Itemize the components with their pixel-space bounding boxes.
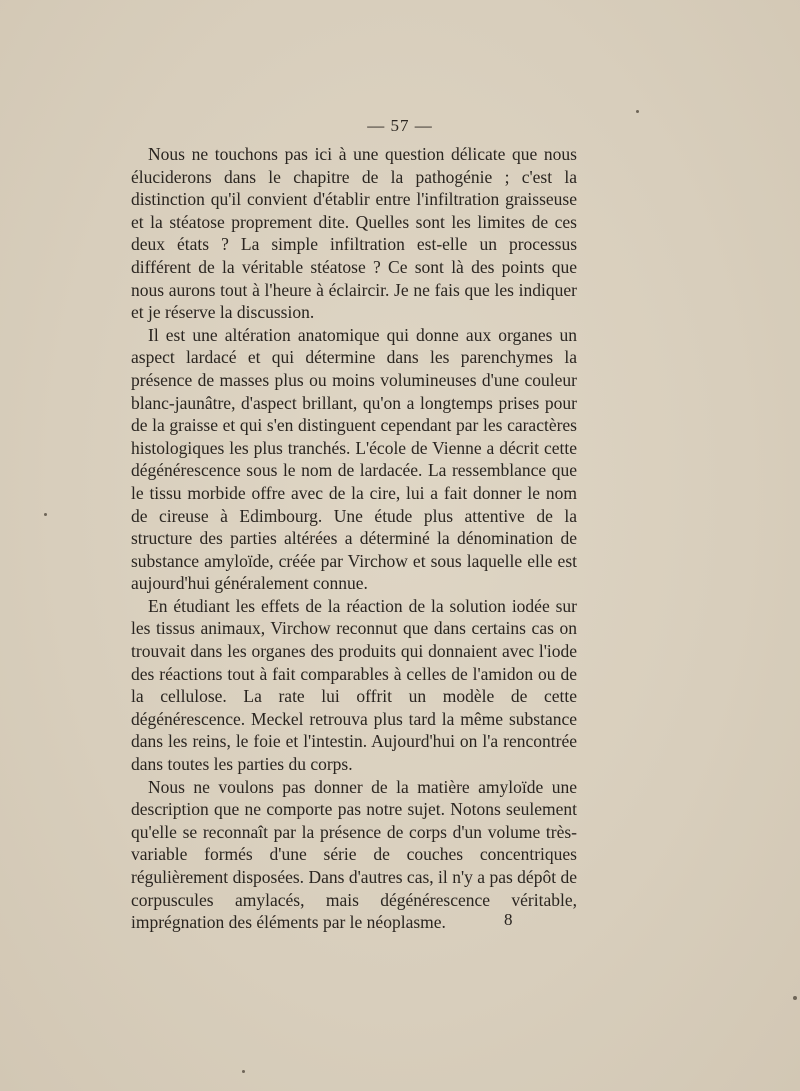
paragraph-2: Il est une altération anatomique qui donne aux organes un aspect lardacé et qui détermine dans les parenchymes la présence de masses plus ou moins volumineuses d'une couleur blanc-jaunâtre, d'aspect brillant, qu'on a longtemps prises pour de la graisse et qui s'en distinguent cependant par les caractères histologiques les plus tranchés. L'école de Vienne a décrit cette dégénérescence sous le nom de lardacée. La ressemblance que le tissu morbide offre avec de la cire, lui a fait donner le nom de cireuse à Edimbourg. Une étude plus attentive de la structure des parties altérées a déterminé la dénomination de substance amyloïde, créée par Virchow et sous laquelle elle est aujourd'hui généralement connue. [131,324,577,594]
paragraph-4: Nous ne voulons pas donner de la matière amyloïde une description que ne comporte pas notre sujet. Notons seulement qu'elle se reconnaît par la présence de corps d'un volume très-variable formés d'une série de couches concentriques régulièrement disposées. Dans d'autres cas, il n'y a pas dépôt de corpuscules amylacés, mais dégénérescence véritable, imprégnation des éléments par le néoplasme. [131,776,577,933]
paper-speck [44,513,47,516]
paragraph-1: Nous ne touchons pas ici à une question délicate que nous éluciderons dans le chapitre de la pathogénie ; c'est la distinction qu'il convient d'établir entre l'infiltration graisseuse et la stéatose proprement dite. Quelles sont les limites de ces deux états ? La simple infiltration est-elle un processus différent de la véritable stéatose ? Ce sont là des points que nous aurons tout à l'heure à éclaircir. Je ne fais que les indiquer et je réserve la discussion. [131,144,577,323]
signature-mark: 8 [504,910,513,929]
paper-speck [242,1070,245,1073]
page-number: — 57 — [367,116,433,135]
paper-speck [793,996,797,1000]
paper-speck [636,110,639,113]
body-text [131,143,577,934]
paragraph-3: En étudiant les effets de la réaction de la solution iodée sur les tissus animaux, Virchow reconnut que dans certains cas on trouvait dans les organes des produits qui donnaient avec l'iode des réactions tout à fait comparables à celles de l'amidon ou de la cellulose. La rate lui offrit un modèle de cette dégénérescence. Meckel retrouva plus tard la même substance dans les reins, le foie et l'intestin. Aujourd'hui on l'a rencontrée dans toutes les parties du corps. [131,595,577,775]
